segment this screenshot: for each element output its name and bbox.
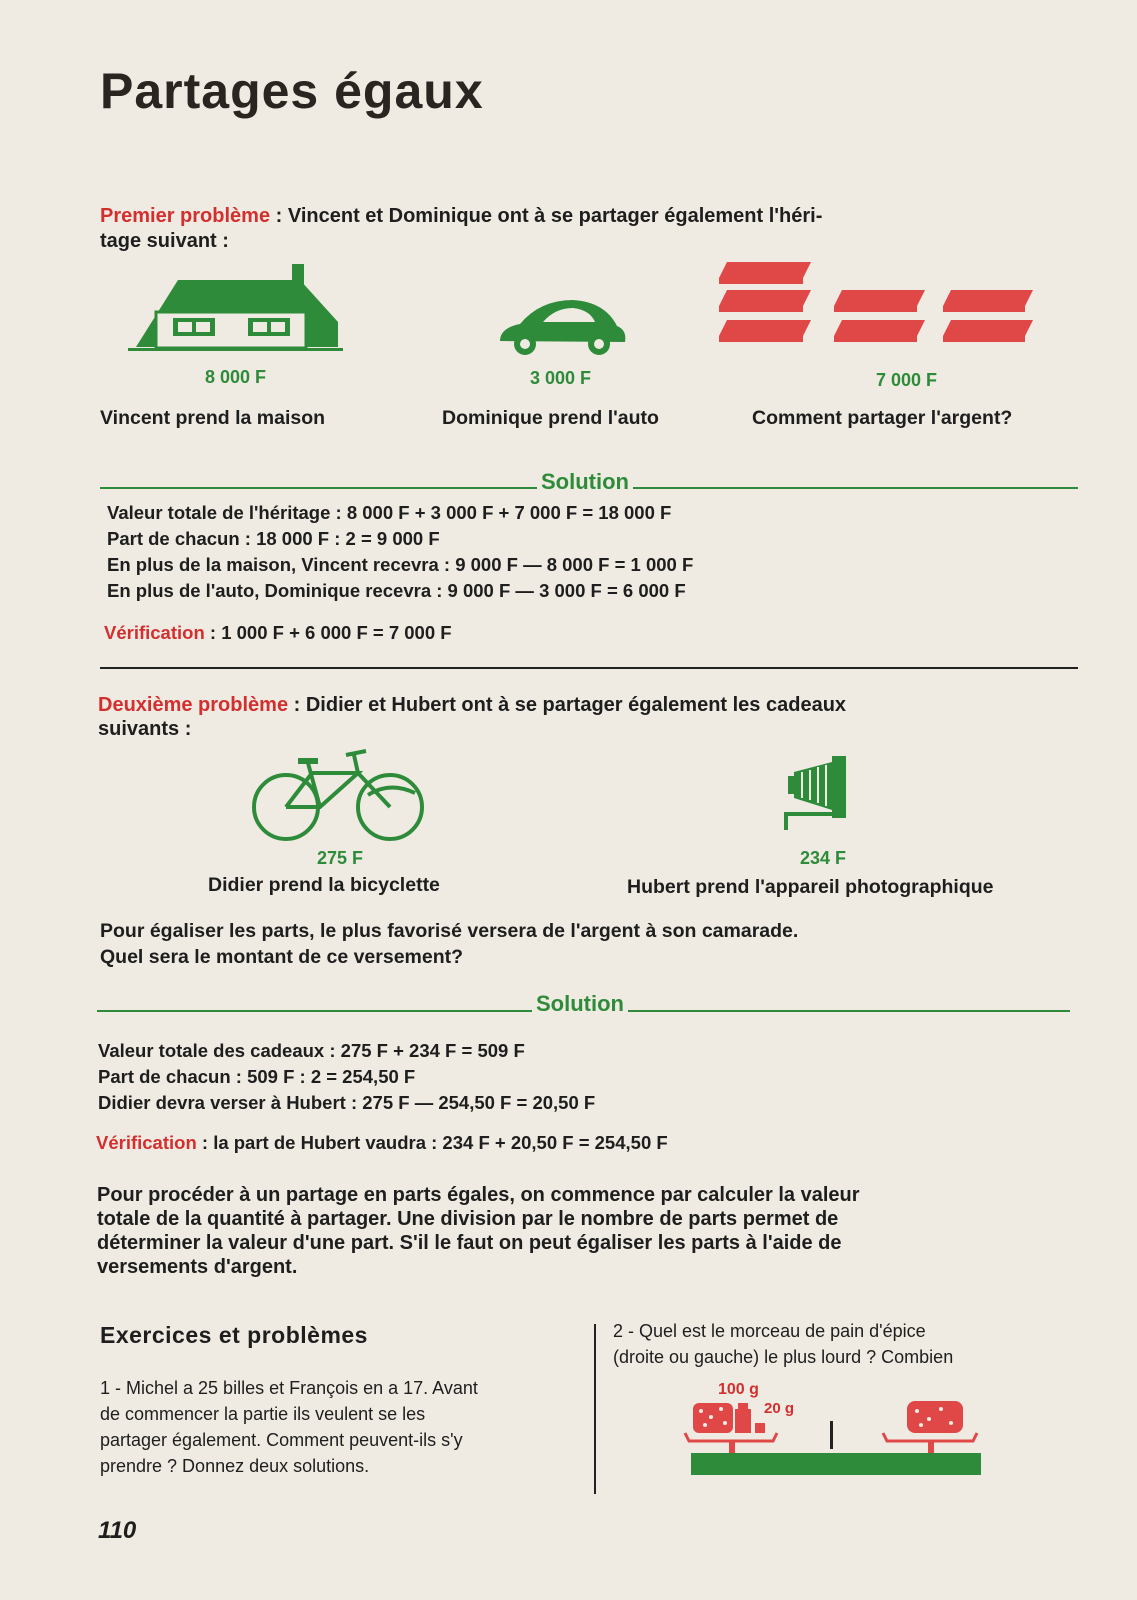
- problem1-label: Premier problème: [100, 205, 271, 227]
- exercise-1-line: prendre ? Donnez deux solutions.: [100, 1456, 370, 1476]
- caption-money: Comment partager l'argent?: [752, 407, 1013, 429]
- solution1-line: Part de chacun : 18 000 F : 2 = 9 000 F: [107, 528, 440, 549]
- problem2-question: Pour égaliser les parts, le plus favorisé versera de l'argent à son camarade.: [100, 920, 799, 942]
- solution1-line: En plus de la maison, Vincent recevra : 9 000 F — 8 000 F = 1 000 F: [107, 554, 694, 575]
- problem2-text-cont: suivants :: [98, 718, 192, 740]
- exercise-2-line: 2 - Quel est le morceau de pain d'épice: [613, 1321, 926, 1341]
- verification1-label: Vérification: [104, 622, 205, 643]
- balance-scale-illustration: [685, 1395, 985, 1480]
- house-price: 8 000 F: [205, 367, 267, 387]
- problem1-statement: [100, 205, 822, 228]
- problem2-statement: [98, 694, 846, 717]
- solution2-line: Didier devra verser à Hubert : 275 F — 254,50 F = 20,50 F: [98, 1092, 596, 1113]
- house-illustration: [128, 262, 343, 354]
- exercise-2-line: (droite ou gauche) le plus lourd ? Combien: [613, 1347, 954, 1367]
- bicycle-illustration: [250, 745, 430, 845]
- rule-line: totale de la quantité à partager. Une division par le nombre de parts permet de: [97, 1208, 839, 1230]
- problem2-label: Deuxième problème: [98, 694, 289, 716]
- verification1-text: : 1 000 F + 6 000 F = 7 000 F: [204, 622, 452, 643]
- car-illustration: [495, 296, 630, 358]
- caption-car: Dominique prend l'auto: [442, 407, 659, 429]
- solution2-line: Part de chacun : 509 F : 2 = 254,50 F: [98, 1066, 416, 1087]
- problem1-text: : Vincent et Dominique ont à se partager également l'héri-: [270, 205, 823, 227]
- rule-line: Pour procéder à un partage en parts égales, on commence par calculer la valeur: [97, 1184, 860, 1206]
- exercises-heading: Exercices et problèmes: [100, 1322, 368, 1348]
- exercise-1: [100, 1375, 582, 1479]
- rule-line: déterminer la valeur d'une part. S'il le faut on peut égaliser les parts à l'aide de: [97, 1232, 842, 1254]
- bicycle-price: 275 F: [317, 848, 364, 868]
- solution2-title: Solution: [532, 991, 628, 1017]
- verification2-label: Vérification: [96, 1132, 197, 1153]
- verification2: [96, 1132, 668, 1154]
- page-title: Partages égaux: [100, 63, 484, 119]
- camera-price: 234 F: [800, 848, 847, 868]
- exercise-1-line: 1 - Michel a 25 billes et François en a 17. Avant: [100, 1378, 478, 1398]
- problem2-question-cont: Quel sera le montant de ce versement?: [100, 946, 464, 968]
- verification2-text: : la part de Hubert vaudra : 234 F + 20,50 F = 254,50 F: [196, 1132, 668, 1153]
- column-divider: [594, 1324, 596, 1494]
- problem2-text: : Didier et Hubert ont à se partager également les cadeaux: [288, 694, 847, 716]
- solution1-line: En plus de l'auto, Dominique recevra : 9 000 F — 3 000 F = 6 000 F: [107, 580, 686, 601]
- exercise-2: [613, 1318, 1083, 1370]
- solution1-title: Solution: [537, 469, 633, 495]
- section-divider: [100, 667, 1078, 669]
- page-number: 110: [98, 1517, 137, 1544]
- problem1-text-cont: tage suivant :: [100, 230, 229, 252]
- solution1-line: Valeur totale de l'héritage : 8 000 F + 3 000 F + 7 000 F = 18 000 F: [107, 502, 672, 523]
- rule-line: versements d'argent.: [97, 1256, 298, 1278]
- exercise-1-line: partager également. Comment peuvent-ils s'y: [100, 1430, 463, 1450]
- weight-100g-label: 100 g: [718, 1381, 759, 1398]
- weight-20g-label: 20 g: [764, 1400, 795, 1417]
- caption-house: Vincent prend la maison: [100, 407, 326, 429]
- money-stacks-illustration: [715, 256, 1045, 356]
- exercise-1-line: de commencer la partie ils veulent se les: [100, 1404, 426, 1424]
- solution2-line: Valeur totale des cadeaux : 275 F + 234 F = 509 F: [98, 1040, 525, 1061]
- money-price: 7 000 F: [876, 370, 938, 390]
- caption-bicycle: Didier prend la bicyclette: [208, 874, 440, 896]
- verification1: [104, 622, 452, 644]
- caption-camera: Hubert prend l'appareil photographique: [627, 876, 994, 898]
- summary-rule: [97, 1183, 1087, 1279]
- camera-illustration: [788, 752, 860, 830]
- car-price: 3 000 F: [530, 368, 592, 388]
